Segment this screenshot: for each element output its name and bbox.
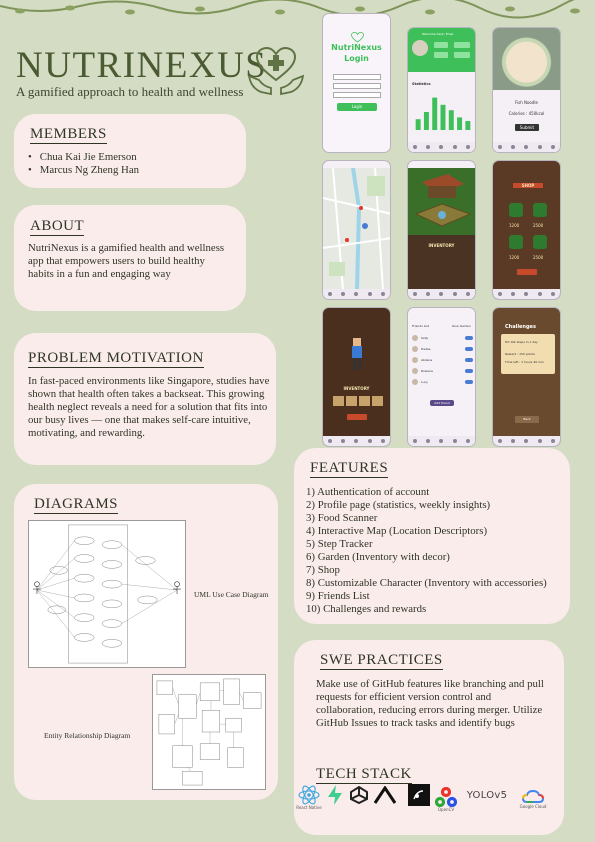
character-inventory-label: INVENTORY — [343, 386, 370, 391]
feature-item: 10) Challenges and rewards — [306, 603, 427, 615]
profile-bar — [416, 119, 421, 130]
shop-price[interactable]: 2500 — [533, 223, 544, 228]
techstack-heading: TECH STACK — [316, 766, 412, 782]
friend-avatar — [412, 335, 418, 341]
friend-avatar — [412, 346, 418, 352]
friend-avatar — [412, 379, 418, 385]
give-toggle[interactable] — [465, 347, 473, 351]
page-title: NUTRINEXUS — [16, 45, 268, 86]
shop-price[interactable]: 2500 — [533, 255, 544, 260]
members-card — [14, 114, 246, 188]
diagrams-card — [14, 484, 278, 800]
login-google-button[interactable] — [333, 92, 381, 98]
phone-food-scanner-screen — [492, 27, 561, 153]
profile-stats-label: Statistics — [412, 82, 431, 86]
garden-view — [408, 168, 475, 290]
phone-challenges-screen — [492, 307, 561, 447]
friend-row[interactable] — [412, 332, 473, 343]
phone-garden-screen — [407, 160, 476, 300]
profile-welcome: Welcome back, Emer — [422, 32, 454, 36]
login-email-field[interactable] — [333, 74, 381, 80]
food-photo — [493, 28, 560, 90]
shop-price[interactable]: 1200 — [509, 223, 520, 228]
garden-inventory-label[interactable]: INVENTORY — [428, 243, 455, 248]
friend-name: Hades — [421, 346, 431, 351]
feature-item: 8) Customizable Character (Inventory with accessories) — [306, 577, 547, 589]
phone-character-screen — [322, 307, 391, 447]
swe-text: Make use of GitHub features like branching and pull requests for efficient version control and collaboration, reducing errors during merger. Utilize GitHub Issues to track tasks and identify bugs — [316, 678, 544, 729]
profile-bar — [449, 110, 454, 130]
react-native-label: React Native — [296, 804, 322, 810]
login-password-field[interactable] — [333, 83, 381, 89]
feature-item: 9) Friends List — [306, 590, 370, 602]
login-subtitle: Login — [344, 54, 369, 63]
shop-back-button[interactable] — [517, 269, 537, 275]
feature-item: 5) Step Tracker — [306, 538, 373, 550]
give-toggle[interactable] — [465, 380, 473, 384]
features-list — [306, 486, 566, 616]
challenges-title: Challenges — [505, 324, 536, 330]
problem-heading: PROBLEM MOTIVATION — [28, 350, 204, 366]
diagrams-heading: DIAGRAMS — [34, 496, 119, 512]
friend-name: Rowena — [421, 368, 433, 373]
profile-bar-chart — [414, 90, 472, 130]
friend-row[interactable] — [412, 343, 473, 354]
food-name: Fish Noodle — [514, 100, 538, 105]
profile-bar — [465, 121, 470, 130]
friend-avatar — [412, 357, 418, 363]
login-title: NutriNexus — [331, 43, 382, 52]
features-card — [294, 448, 570, 624]
challenge-reward: Reward : 150 points — [505, 352, 535, 356]
opencv-label: OpenCV — [437, 806, 455, 812]
page-subtitle: A gamified approach to health and wellness — [16, 84, 244, 99]
friend-name: Abilene — [421, 357, 433, 362]
map-view[interactable] — [323, 168, 390, 290]
about-text: NutriNexus is a gamified health and wellness app that empowers users to build healthy habits in a fun and engaging way — [28, 242, 225, 280]
phone-friends-screen — [407, 307, 476, 447]
swe-heading: SWE PRACTICES — [320, 652, 443, 668]
erd-caption: Entity Relationship Diagram — [44, 731, 131, 740]
friends-give-header: Give Garden — [452, 324, 471, 328]
friend-row[interactable] — [412, 376, 473, 387]
challenges-back-button[interactable]: Back — [515, 416, 539, 423]
shop-title: SHOP — [513, 183, 543, 188]
uml-use-case-diagram — [28, 520, 186, 668]
login-button[interactable]: Login — [337, 103, 377, 111]
friend-avatar — [412, 368, 418, 374]
google-cloud-label: Google Cloud — [519, 803, 547, 809]
entity-relationship-diagram — [152, 674, 266, 790]
opencv-icon — [433, 784, 459, 814]
friend-name: Sally — [421, 335, 429, 340]
profile-bar — [457, 117, 462, 130]
profile-bar — [432, 98, 437, 130]
unity-icon — [348, 784, 370, 806]
features-heading: FEATURES — [310, 460, 389, 476]
shop-price[interactable]: 1200 — [509, 255, 520, 260]
vine-decoration — [0, 0, 595, 20]
fastapi-icon — [408, 784, 430, 806]
about-heading: ABOUT — [30, 218, 85, 234]
friend-row[interactable] — [412, 365, 473, 376]
feature-item: 4) Interactive Map (Location Descriptors) — [306, 525, 488, 537]
google-cloud-icon — [515, 784, 551, 814]
members-list — [28, 151, 139, 177]
give-toggle[interactable] — [465, 358, 473, 362]
phone-shop-screen — [492, 160, 561, 300]
yolov5-label: YOLOv5 — [466, 789, 508, 801]
phone-map-screen — [322, 160, 391, 300]
uml-caption: UML Use Case Diagram — [194, 590, 269, 599]
problem-text: In fast-paced environments like Singapore, studies have shown that health often takes a backseat. This growing health neglect reveals a need for a solution that fits into our busy lives — one that makes self-care intuitive, motivating, and rewarding. — [28, 375, 270, 439]
member-item: • Marcus Ng Zheng Han — [28, 164, 139, 177]
feature-item: 6) Garden (Inventory with decor) — [306, 551, 450, 563]
add-friend-button[interactable]: Add friend — [430, 400, 454, 406]
friends-list — [412, 332, 473, 387]
expo-icon — [373, 784, 397, 806]
character-back-button[interactable] — [347, 414, 367, 420]
friends-list-header: Friends List — [412, 324, 429, 328]
profile-bar — [424, 112, 429, 130]
feature-item: 3) Food Scanner — [306, 512, 378, 524]
feature-item: 7) Shop — [306, 564, 340, 576]
phone-login-screen — [322, 13, 391, 153]
food-submit-button[interactable]: Submit — [515, 124, 539, 131]
members-heading: MEMBERS — [30, 126, 107, 142]
member-item: • Chua Kai Jie Emerson — [28, 151, 139, 164]
feature-item: 1) Authentication of account — [306, 486, 430, 498]
yolov5-icon — [464, 784, 510, 806]
give-toggle[interactable] — [465, 369, 473, 373]
react-native-icon — [296, 784, 322, 810]
problem-card — [14, 333, 276, 465]
about-card — [14, 205, 246, 311]
food-calories: Calories : 450kcal — [508, 111, 545, 116]
challenge-time: Time left : 1 hours 40 min — [505, 360, 544, 364]
profile-bar — [441, 105, 446, 130]
supabase-icon — [325, 784, 345, 806]
phone-profile-screen — [407, 27, 476, 153]
feature-item: 2) Profile page (statistics, weekly insights) — [306, 499, 491, 511]
friend-row[interactable] — [412, 354, 473, 365]
give-toggle[interactable] — [465, 336, 473, 340]
heart-hands-logo-icon — [245, 40, 307, 102]
friend-name: Lucy — [421, 379, 428, 384]
challenge-task: Hit 10k steps in 1 day — [505, 340, 538, 344]
